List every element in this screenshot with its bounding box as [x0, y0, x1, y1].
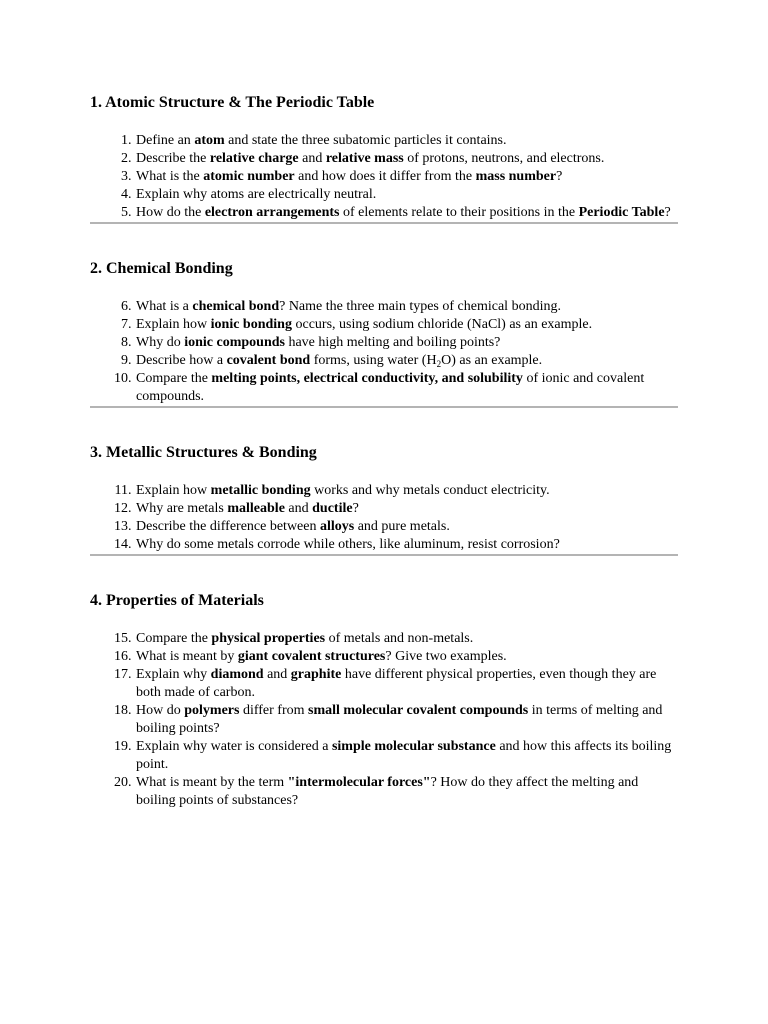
question-item	[135, 702, 678, 738]
question-text: of elements relate to their positions in the	[339, 205, 579, 220]
bold-term: graphite	[290, 667, 342, 682]
question-text: and	[298, 151, 326, 166]
question-text: and how this affects its boiling point.	[136, 739, 672, 772]
section-properties-of-materials	[90, 591, 678, 810]
bold-term: polymers	[184, 703, 240, 718]
question-item	[135, 150, 678, 168]
question-item	[135, 204, 678, 222]
bold-term: giant covalent structures	[237, 649, 386, 664]
question-text: Describe the difference between	[136, 519, 320, 534]
section-title: 1. Atomic Structure & The Periodic Table	[90, 94, 375, 111]
question-text: ? Name the three main types of chemical bonding.	[279, 299, 561, 314]
question-text: and pure metals.	[354, 519, 450, 534]
question-item	[135, 774, 678, 810]
question-text: ? How do they affect the melting and boiling points of substances?	[136, 775, 639, 808]
bold-term: Periodic Table	[578, 205, 665, 220]
question-item	[135, 666, 678, 702]
question-text: What is the	[136, 169, 204, 184]
question-text: Why do	[136, 335, 185, 350]
question-text: Why do some metals corrode while others, like aluminum, resist corrosion?	[136, 537, 560, 552]
section-title: 2. Chemical Bonding	[90, 260, 233, 277]
question-text: of ionic and covalent compounds.	[136, 371, 645, 404]
question-text: and how does it differ from the	[294, 169, 476, 184]
question-item	[135, 370, 678, 406]
question-text: have different physical properties, even though they are both made of carbon.	[136, 667, 657, 700]
question-text: Explain how	[136, 483, 211, 498]
question-item	[135, 168, 678, 186]
question-text: Describe how a	[136, 353, 227, 368]
question-text: ?	[556, 169, 563, 184]
question-text: Describe the	[136, 151, 210, 166]
question-item	[135, 738, 678, 774]
bold-term: relative charge	[209, 151, 299, 166]
question-text: Why are metals	[136, 501, 228, 516]
question-text: and	[284, 501, 313, 516]
bold-term: metallic bonding	[210, 483, 311, 498]
question-text: occurs, using sodium chloride (NaCl) as an example.	[291, 317, 593, 332]
question-item	[135, 298, 678, 316]
question-item	[135, 316, 678, 334]
question-text: Explain why	[136, 667, 211, 682]
question-item	[135, 334, 678, 352]
bold-term: small molecular covalent compounds	[308, 703, 529, 718]
question-item	[135, 132, 678, 150]
question-text: Explain how	[136, 317, 211, 332]
question-item	[135, 518, 678, 536]
section-chemical-bonding	[90, 259, 678, 406]
bold-term: ionic bonding	[210, 317, 292, 332]
question-list	[90, 482, 678, 554]
bold-term: atomic number	[203, 169, 295, 184]
question-text: forms, using water (H	[310, 353, 437, 368]
section-title: 4. Properties of Materials	[90, 592, 264, 609]
question-text: in terms of melting and boiling points?	[136, 703, 663, 736]
section-title: 3. Metallic Structures & Bonding	[90, 444, 317, 461]
question-item	[135, 186, 678, 204]
section-metallic-structures	[90, 443, 678, 554]
question-item	[135, 630, 678, 648]
section-divider	[90, 222, 678, 224]
question-text: ?	[352, 501, 359, 516]
question-text: What is meant by the term	[136, 775, 288, 790]
question-text: How do the	[136, 205, 205, 220]
question-text: Compare the	[136, 631, 212, 646]
bold-term: ductile	[312, 501, 353, 516]
question-list	[90, 132, 678, 222]
question-text: Define an	[136, 133, 195, 148]
question-item	[135, 500, 678, 518]
question-text: works and why metals conduct electricity.	[310, 483, 550, 498]
bold-term: mass number	[475, 169, 557, 184]
section-divider	[90, 554, 678, 556]
question-item	[135, 648, 678, 666]
bold-term: alloys	[319, 519, 355, 534]
bold-term: relative mass	[325, 151, 404, 166]
question-text: O) as an example.	[441, 353, 543, 368]
question-text: Compare the	[136, 371, 212, 386]
bold-term: ionic compounds	[184, 335, 285, 350]
question-text: How do	[136, 703, 185, 718]
bold-term: covalent bond	[226, 353, 311, 368]
bold-term: melting points, electrical conductivity, and solubility	[211, 371, 523, 386]
bold-term: "intermolecular forces"	[287, 775, 431, 790]
bold-term: simple molecular substance	[331, 739, 496, 754]
question-text: What is a	[136, 299, 193, 314]
question-text: of metals and non-metals.	[325, 631, 474, 646]
question-text: Explain why atoms are electrically neutral.	[136, 187, 377, 202]
bold-term: electron arrangements	[204, 205, 340, 220]
bold-term: atom	[194, 133, 225, 148]
question-text: have high melting and boiling points?	[284, 335, 501, 350]
question-text: Explain why water is considered a	[136, 739, 332, 754]
bold-term: malleable	[227, 501, 285, 516]
question-text: ? Give two examples.	[385, 649, 507, 664]
bold-term: physical properties	[211, 631, 326, 646]
subscript: 2	[436, 359, 442, 369]
bold-term: chemical bond	[192, 299, 280, 314]
question-item	[135, 536, 678, 554]
question-text: differ from	[239, 703, 309, 718]
section-divider	[90, 406, 678, 408]
question-text: and state the three subatomic particles it contains.	[224, 133, 507, 148]
question-list	[90, 630, 678, 810]
question-item	[135, 352, 678, 370]
section-atomic-structure	[90, 93, 678, 222]
question-text: of protons, neutrons, and electrons.	[403, 151, 605, 166]
question-item	[135, 482, 678, 500]
bold-term: diamond	[210, 667, 264, 682]
question-list	[90, 298, 678, 406]
question-text: and	[263, 667, 291, 682]
question-text: What is meant by	[136, 649, 238, 664]
question-text: ?	[664, 205, 671, 220]
